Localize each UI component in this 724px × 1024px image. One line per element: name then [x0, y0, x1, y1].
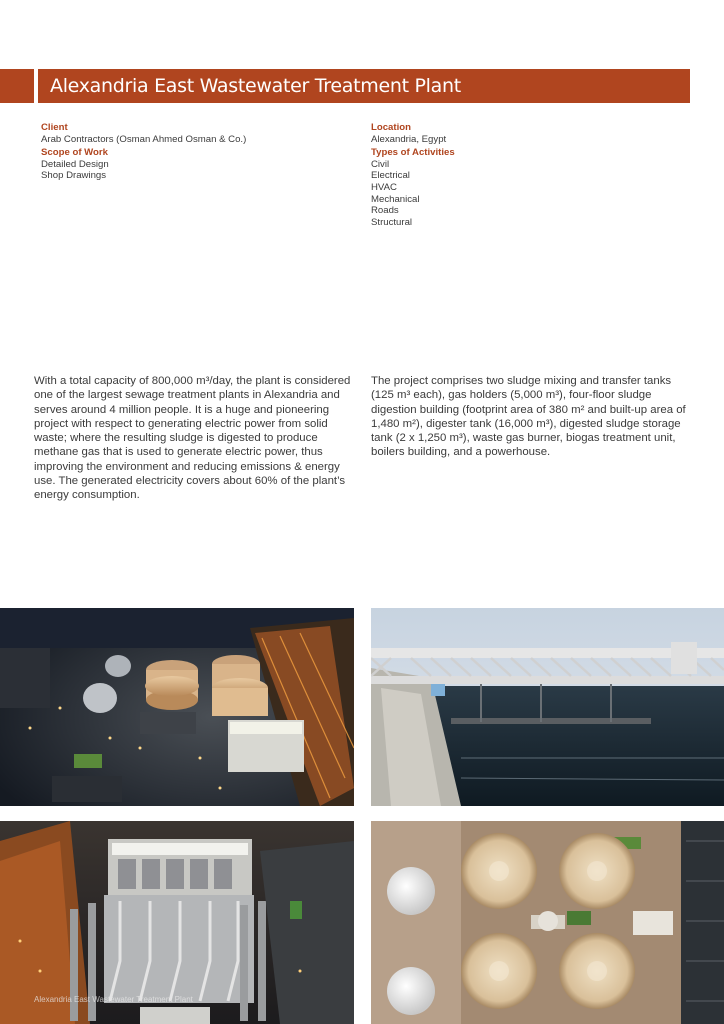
photo-digesters-aerial: [371, 821, 724, 1024]
info-column-left: [41, 122, 256, 182]
activities-list: [371, 159, 571, 229]
description-paragraph-left: With a total capacity of 800,000 m³/day, the plant is considered one of the largest sewage treatment plants in Alexandria and serves around 4 million people. It is a huge and pioneering project with respect to generating electric power from solid waste; where the resulting sludge is digested to produce methane gas that is used to generate electric power, thus improving the environment and reducing emissions & energy use. The generated electricity covers about 60% of the plant’s energy consumption.: [34, 375, 351, 502]
header-accent-block: [0, 69, 34, 103]
scope-item: Shop Drawings: [41, 170, 107, 182]
info-column-right: [371, 122, 571, 228]
description-paragraph-right: The project comprises two sludge mixing and transfer tanks (125 m³ each), gas holders (5,000 m³), four-floor sludge digestion building (footprint area of 380 m² and built-up area of 1,480 m²), digester tank (16,000 m³), digested sludge storage tank (2 x 1,250 m³), waste gas burner, biogas treatment unit, boilers building, and a powerhouse.: [371, 375, 686, 459]
location-value: Alexandria, Egypt: [371, 133, 447, 145]
client-label: Client: [41, 122, 68, 133]
activity-item: Civil: [371, 158, 390, 170]
activities-label: Types of Activities: [371, 147, 455, 159]
photo-clarifier-bridge: [371, 608, 724, 806]
scope-item: Detailed Design: [41, 158, 109, 170]
activity-item: Structural: [371, 216, 413, 228]
activity-item: Mechanical: [371, 193, 420, 205]
scope-list: [41, 159, 256, 182]
page-title: Alexandria East Wastewater Treatment Plant: [50, 75, 461, 97]
photo-powerhouse-night: [0, 821, 354, 1024]
scope-label: Scope of Work: [41, 147, 108, 159]
activity-item: Roads: [371, 205, 399, 217]
location-label: Location: [371, 122, 411, 133]
photo-aerial-night-plant: [0, 608, 354, 806]
title-bar: [38, 69, 690, 103]
photo-caption: Alexandria East Wastewater Treatment Plant: [34, 995, 193, 1004]
client-value: Arab Contractors (Osman Ahmed Osman & Co.): [41, 133, 247, 145]
activity-item: Electrical: [371, 170, 410, 182]
activity-item: HVAC: [371, 181, 397, 193]
